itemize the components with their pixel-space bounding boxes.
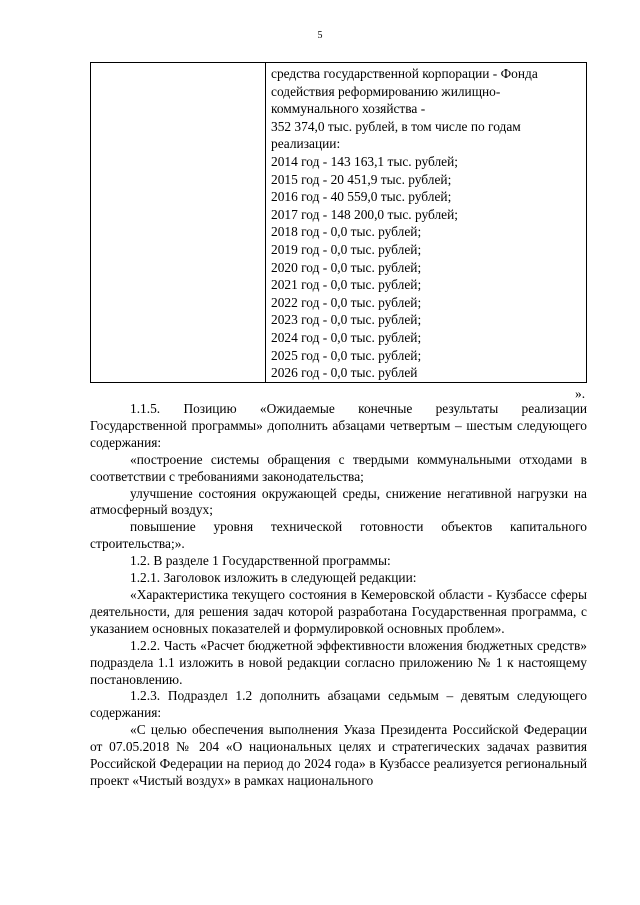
body-text — [90, 401, 587, 790]
table-line: 352 374,0 тыс. рублей, в том числе по годам — [271, 118, 521, 134]
table-line: 2022 год - 0,0 тыс. рублей; — [271, 294, 422, 310]
table-line: 2020 год - 0,0 тыс. рублей; — [271, 259, 422, 275]
table-line: 2016 год - 40 559,0 тыс. рублей; — [271, 189, 452, 205]
table-line: 2023 год - 0,0 тыс. рублей; — [271, 312, 422, 328]
paragraph-1-2-3: 1.2.3. Подраздел 1.2 дополнить абзацами седьмым – девятым следующего содержания: — [90, 688, 587, 721]
table-line: 2015 год - 20 451,9 тыс. рублей; — [271, 171, 452, 187]
paragraph-quote-waste: «построение системы обращения с твердыми коммунальными отходами в соответствии с требованиями законодательства; — [90, 451, 587, 484]
table-line: 2025 год - 0,0 тыс. рублей; — [271, 347, 422, 363]
table-line: 2021 год - 0,0 тыс. рублей; — [271, 277, 422, 293]
paragraph-1-1-5: 1.1.5. Позицию «Ожидаемые конечные результаты реализации Государственной программы» дополнить абзацами четвертым – шестым следующего содержания: — [90, 401, 587, 450]
table-line: содействия реформированию жилищно- — [271, 83, 501, 99]
table-left-cell — [91, 63, 266, 382]
closing-quote-mark: ». — [575, 386, 586, 401]
paragraph-clean-air: «С целью обеспечения выполнения Указа Президента Российской Федерации от 07.05.2018 № 204 «О национальных целях и стратегических задачах развития Российской Федерации на период до 2024 года» в Кузбассе реализуется региональный проект «Чистый воздух» в рамках национального — [90, 722, 587, 788]
table-line: средства государственной корпорации - Фонда — [271, 66, 538, 81]
table-line: 2024 год - 0,0 тыс. рублей; — [271, 329, 422, 345]
page-number: 5 — [317, 30, 323, 41]
table-line: 2014 год - 143 163,1 тыс. рублей; — [271, 153, 458, 169]
paragraph-heading-quote: «Характеристика текущего состояния в Кемеровской области - Кузбассе сферы деятельности, для решения задач которой разработана Государственная программа, с указанием основных показателей и формулировкой основных проблем». — [90, 586, 587, 636]
table-line: 2018 год - 0,0 тыс. рублей; — [271, 224, 422, 240]
funding-table — [90, 62, 587, 383]
table-line: 2019 год - 0,0 тыс. рублей; — [271, 241, 422, 257]
table-line: коммунального хозяйства - — [271, 101, 426, 117]
paragraph-construction: повышение уровня технической готовности объектов капитального строительства;». — [90, 519, 587, 552]
table-line: 2017 год - 148 200,0 тыс. рублей; — [271, 206, 458, 222]
paragraph-1-2-1: 1.2.1. Заголовок изложить в следующей редакции: — [130, 570, 417, 586]
paragraph-1-2-2: 1.2.2. Часть «Расчет бюджетной эффективности вложения бюджетных средств» подраздела 1.1 изложить в новой редакции согласно приложению № 1 к настоящему постановлению. — [90, 637, 587, 687]
paragraph-1-2: 1.2. В разделе 1 Государственной программы: — [130, 553, 391, 569]
table-line: реализации: — [271, 136, 341, 152]
paragraph-environment: улучшение состояния окружающей среды, снижение негативной нагрузки на атмосферный воздух; — [90, 485, 587, 518]
table-right-cell — [271, 65, 581, 382]
table-line: 2026 год - 0,0 тыс. рублей — [271, 365, 418, 381]
